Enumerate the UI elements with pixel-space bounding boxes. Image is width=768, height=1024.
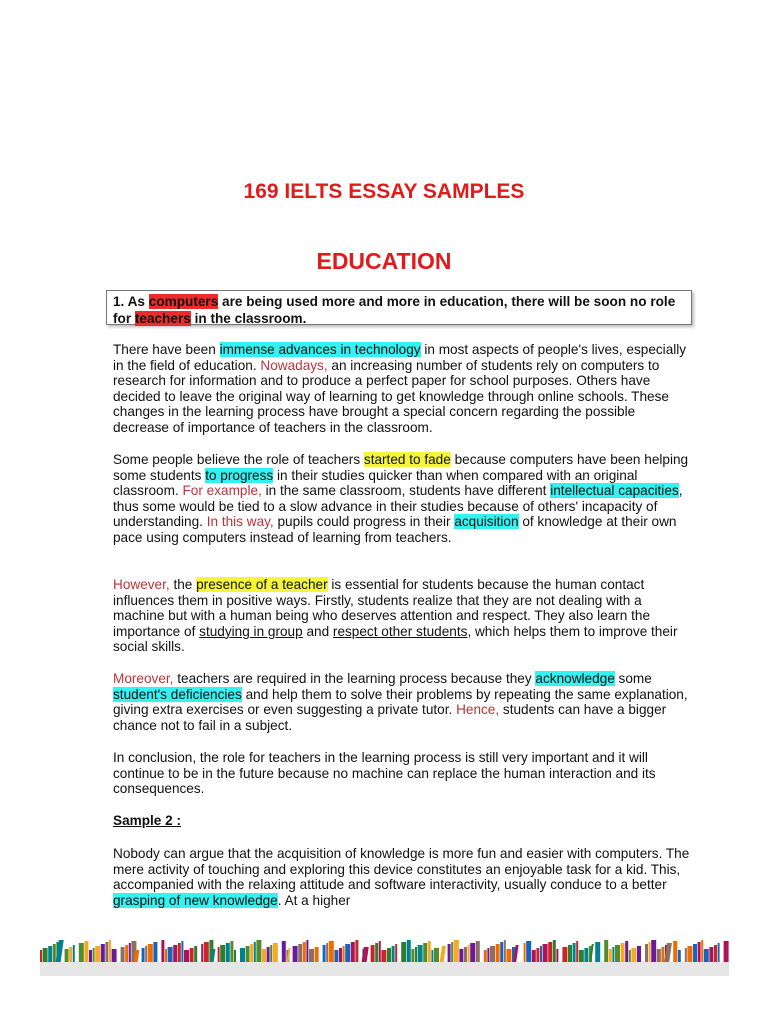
question-text: 1. As: [113, 294, 149, 309]
text: of knowledge at their own pace using computers instead of learning from teachers.: [113, 514, 677, 545]
transition-word: However,: [113, 577, 170, 592]
paragraph-1: [113, 342, 693, 436]
paragraph-5: [113, 750, 693, 797]
sample-2-heading-wrap: [113, 813, 693, 829]
phrase-highlight: presence of a teacher: [196, 577, 328, 592]
section-title: EDUCATION: [316, 248, 452, 274]
sample-2-heading: Sample 2 :: [113, 813, 181, 828]
text: and: [302, 623, 333, 639]
text: is essential for students because the human contact influences them in positive ways. Firstly, students realize that they are not dealing with a machine but with a human being who deserves attention and respect. They also learn the importance of: [113, 577, 651, 639]
phrase-highlight: immense advances in technology: [219, 342, 421, 357]
transition-word: Hence,: [456, 702, 500, 718]
sample-2-paragraph: [113, 846, 693, 908]
phrase-highlight: grasping of new knowledge: [113, 892, 278, 908]
paragraph-2: [113, 452, 693, 546]
book-title: 169 IELTS ESSAY SAMPLES: [243, 180, 525, 203]
transition-word: Nowadays,: [260, 357, 328, 373]
text: . At a higher: [277, 892, 351, 908]
text: in the same classroom, students have different: [261, 483, 551, 499]
text: In conclusion, the role for teachers in the learning process is still very important and it will continue to be in the future because no machine can replace the human interaction and its consequences.: [113, 750, 656, 797]
text: Some people believe the role of teachers: [113, 452, 364, 467]
phrase-highlight: started to fade: [363, 452, 451, 467]
phrase-highlight: student's deficiencies: [113, 686, 242, 702]
text: the: [169, 577, 197, 592]
phrase-highlight: acquisition: [454, 514, 519, 530]
text: Nobody can argue that the acquisition of knowledge is more fun and easier with computers. The mere activity of touching and exploring this device constitutes an enjoyable task for a kid. This, accompanied with the relaxing attitude and software interactivity, usually conduce to a better: [113, 846, 690, 893]
transition-word: Moreover,: [113, 671, 174, 686]
underlined-phrase: respect other students: [332, 623, 468, 639]
text: because computers have been helping some students: [113, 452, 689, 483]
text: teachers are required in the learning process because they: [173, 671, 536, 686]
text: an increasing number of students rely on computers to research for information and to produce a perfect paper for school purposes. Others have decided to leave the original way of learning to get knowledge through online schools. These changes in the learning process have brought a special concern regarding the possible decrease of importance of teachers in the classroom.: [113, 357, 669, 435]
phrase-highlight: to progress: [205, 467, 274, 483]
paragraph-4: [113, 671, 693, 733]
transition-word: For example,: [182, 483, 262, 499]
text: some: [614, 671, 652, 686]
text: in most aspects of people's lives, especially in the field of education.: [113, 342, 687, 373]
text: , thus some would be tied to a slow advance in their studies because of others' incapacity of understanding.: [113, 483, 683, 530]
phrase-highlight: intellectual capacities: [550, 483, 679, 499]
question-text: are being used more and more in education, there will be soon no role for: [113, 294, 676, 326]
transition-word: In this way,: [206, 514, 274, 530]
underlined-phrase: studying in group: [199, 623, 303, 639]
essay-question-box: [106, 290, 692, 325]
text: and help them to solve their problems by repeating the same explanation, giving extra exercises or even suggesting a private tutor.: [113, 686, 688, 718]
text: students can have a bigger chance not to fail in a subject.: [113, 702, 667, 733]
paragraph-3: [113, 577, 693, 655]
text: , which helps them to improve their social skills.: [113, 623, 678, 655]
keyword-highlight: teachers: [134, 311, 191, 326]
phrase-highlight: acknowledge: [535, 671, 615, 686]
keyword-highlight: computers: [148, 294, 219, 309]
question-text: in the classroom.: [190, 311, 307, 326]
text: pupils could progress in their: [273, 514, 455, 530]
bookshelf-border-image: [40, 938, 729, 976]
text: There have been: [113, 342, 220, 357]
text: in their studies quicker than when compared with an original classroom.: [113, 467, 638, 499]
